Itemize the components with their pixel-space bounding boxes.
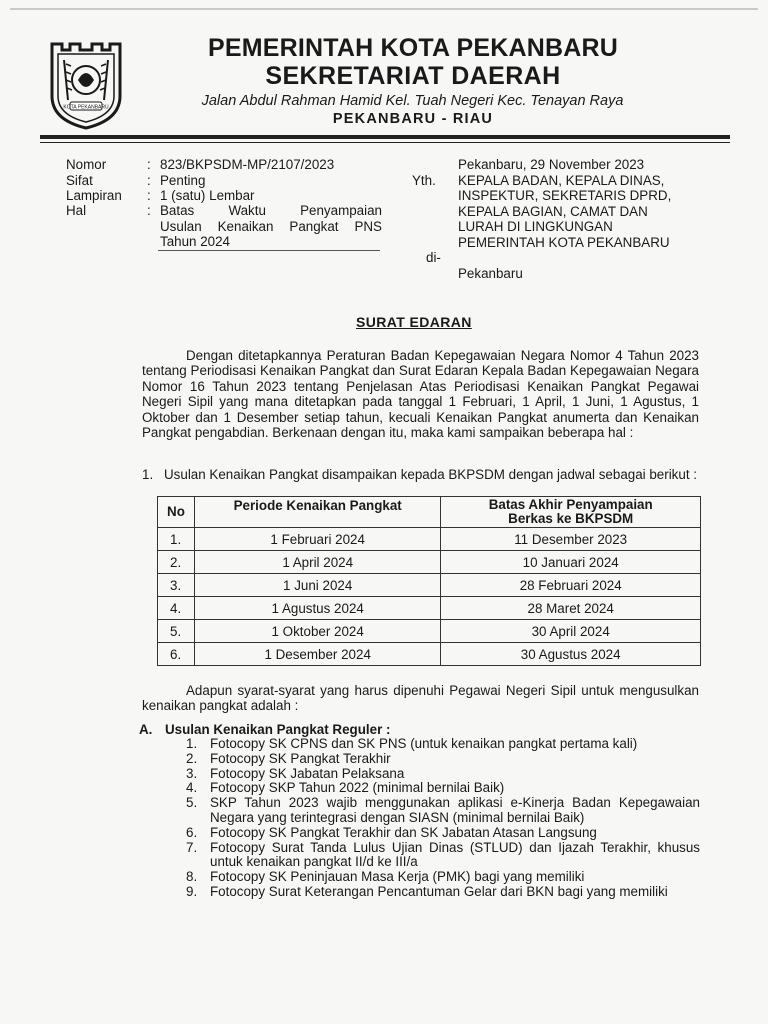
table-header-row — [158, 497, 701, 528]
letterhead-rule-thin — [40, 142, 730, 143]
header-no: No — [158, 497, 195, 528]
row-batas: 11 Desember 2023 — [441, 528, 701, 551]
scan-edge-line — [10, 8, 758, 10]
recipient-line-3: KEPALA BAGIAN, CAMAT DAN — [458, 203, 648, 219]
item-number: 4. — [186, 780, 198, 796]
header-batas-akhir: Batas Akhir Penyampaian Berkas ke BKPSDM — [441, 497, 701, 528]
item-number: 5. — [186, 795, 198, 811]
row-no: 6. — [158, 643, 195, 666]
row-periode: 1 Agustus 2024 — [194, 597, 440, 620]
recipient-line-2: INSPEKTUR, SEKRETARIS DPRD, — [458, 188, 672, 203]
table-row — [158, 597, 701, 620]
di-label: di- — [426, 250, 441, 265]
list-item — [186, 767, 700, 782]
sifat-label: Sifat — [66, 173, 93, 188]
row-periode: 1 Desember 2024 — [194, 643, 440, 666]
row-batas: 28 Februari 2024 — [441, 574, 701, 597]
item-text: Fotocopy SK Jabatan Pelaksana — [210, 765, 405, 781]
hal-value — [160, 203, 382, 250]
logo-text: KOTA PEKANBARU — [63, 104, 109, 111]
requirements-list — [186, 737, 700, 900]
item-number: 7. — [186, 839, 198, 855]
item-number: 3. — [186, 765, 198, 781]
recipient-block — [458, 157, 671, 250]
row-no: 2. — [158, 551, 195, 574]
table-row — [158, 643, 701, 666]
letterhead-address: Jalan Abdul Rahman Hamid Kel. Tuah Negeri Kec. Tenayan Raya — [201, 93, 624, 109]
letterhead-city: PEKANBARU - RIAU — [332, 111, 494, 127]
list-item — [186, 826, 700, 841]
nomor-label: Nomor — [66, 157, 107, 172]
row-no: 3. — [158, 574, 195, 597]
item-1-text: Usulan Kenaikan Pangkat disampaikan kepada BKPSDM dengan jadwal sebagai berikut : — [164, 467, 697, 482]
schedule-table — [157, 496, 701, 666]
item-number: 9. — [186, 883, 198, 899]
item-number: 6. — [186, 824, 198, 840]
section-a-letter: A. — [139, 722, 153, 737]
row-periode: 1 Februari 2024 — [194, 528, 440, 551]
recipient-place: Pekanbaru — [458, 266, 523, 281]
item-text: SKP Tahun 2023 wajib menggunakan aplikasi e-Kinerja Badan Kepegawaian Negara yang terintegrasi dengan SIASN (minimal bernilai Baik) — [210, 795, 700, 825]
hal-line-2: Usulan Kenaikan Pangkat PNS — [160, 218, 382, 234]
hal-line-3: Tahun 2024 — [160, 234, 230, 249]
syarat-paragraph — [142, 683, 699, 714]
row-batas: 10 Januari 2024 — [441, 551, 701, 574]
pekanbaru-coat-of-arms-logo — [48, 40, 124, 130]
list-item — [186, 752, 700, 767]
list-item — [186, 841, 700, 871]
recipient-line-1: KEPALA BADAN, KEPALA DINAS, — [458, 172, 665, 188]
yth-label: Yth. — [412, 173, 436, 188]
letterhead-government: PEMERINTAH KOTA PEKANBARU — [207, 34, 619, 62]
table-row — [158, 528, 701, 551]
row-periode: 1 Juni 2024 — [194, 574, 440, 597]
section-a-title: Usulan Kenaikan Pangkat Reguler : — [165, 722, 391, 737]
table-row — [158, 574, 701, 597]
row-no: 4. — [158, 597, 195, 620]
item-number: 1. — [186, 736, 198, 751]
recipient-line-5: PEMERINTAH KOTA PEKANBARU — [458, 234, 670, 250]
list-item — [186, 781, 700, 796]
row-batas: 28 Maret 2024 — [441, 597, 701, 620]
recipient-line-4: LURAH DI LINGKUNGAN — [458, 219, 613, 234]
table-row — [158, 551, 701, 574]
hal-colon: : — [147, 203, 151, 218]
row-periode: 1 Oktober 2024 — [194, 620, 440, 643]
hal-underline — [158, 250, 380, 251]
hal-line-1: Batas Waktu Penyampaian — [160, 203, 382, 218]
item-text: Fotocopy SKP Tahun 2022 (minimal bernilai Baik) — [210, 780, 505, 796]
row-periode: 1 April 2024 — [194, 551, 440, 574]
letter-date: Pekanbaru, 29 November 2023 — [458, 157, 645, 172]
item-text: Fotocopy SK Peninjauan Masa Kerja (PMK) bagi yang memiliki — [210, 869, 585, 885]
row-batas: 30 April 2024 — [441, 620, 701, 643]
list-item — [186, 796, 700, 826]
item-text: Fotocopy SK CPNS dan SK PNS (untuk kenaikan pangkat pertama kali) — [210, 736, 638, 751]
table-row — [158, 620, 701, 643]
item-text: Fotocopy SK Pangkat Terakhir dan SK Jabatan Atasan Langsung — [210, 824, 597, 840]
item-text: Fotocopy Surat Keterangan Pencantuman Gelar dari BKN bagi yang memiliki — [210, 883, 668, 899]
row-batas: 30 Agustus 2024 — [441, 643, 701, 666]
item-text: Fotocopy Surat Tanda Lulus Ujian Dinas (STLUD) dan Ijazah Terakhir, khusus untuk kenaikan pangkat II/d ke III/a — [210, 839, 700, 870]
lampiran-value: 1 (satu) Lembar — [160, 188, 255, 203]
document-title: SURAT EDARAN — [356, 314, 472, 330]
item-1-number: 1. — [142, 467, 154, 482]
sifat-colon: : — [147, 173, 151, 188]
list-item — [186, 870, 700, 885]
item-number: 2. — [186, 750, 198, 766]
intro-text: Dengan ditetapkannya Peraturan Badan Kepegawaian Negara Nomor 4 Tahun 2023 tentang Periodisasi Kenaikan Pangkat dan Surat Edaran Kepala Badan Kepegawaian Negara Nomor 16 Tahun 2023 tentang Penjelasan Atas Periodisasi Kenaikan Pangkat Pegawai Negeri Sipil yang mana ditetapkan pada tanggal 1 Februari, 1 April, 1 Juni, 1 Agustus, 1 Oktober dan 1 Desember setiap tahun, kecuali Kenaikan Pangkat anumerta dan Kenaikan Pangkat pengabdian. Berkenaan dengan itu, maka kami sampaikan beberapa hal : — [142, 348, 699, 441]
lampiran-colon: : — [147, 188, 151, 203]
nomor-value: 823/BKPSDM-MP/2107/2023 — [160, 157, 335, 172]
row-no: 1. — [158, 528, 195, 551]
header-periode: Periode Kenaikan Pangkat — [194, 497, 440, 528]
nomor-colon: : — [147, 157, 151, 172]
letterhead-rule-thick — [40, 135, 730, 139]
letterhead-office: SEKRETARIAT DAERAH — [265, 62, 561, 90]
lampiran-label: Lampiran — [66, 188, 122, 203]
list-item — [186, 885, 700, 900]
sifat-value: Penting — [160, 173, 206, 188]
list-item — [186, 737, 700, 752]
intro-paragraph — [142, 348, 699, 440]
item-text: Fotocopy SK Pangkat Terakhir — [210, 750, 391, 766]
hal-label: Hal — [66, 203, 87, 218]
item-number: 8. — [186, 869, 198, 885]
syarat-text: Adapun syarat-syarat yang harus dipenuhi Pegawai Negeri Sipil untuk mengusulkan kenaikan pangkat adalah : — [142, 683, 699, 714]
row-no: 5. — [158, 620, 195, 643]
